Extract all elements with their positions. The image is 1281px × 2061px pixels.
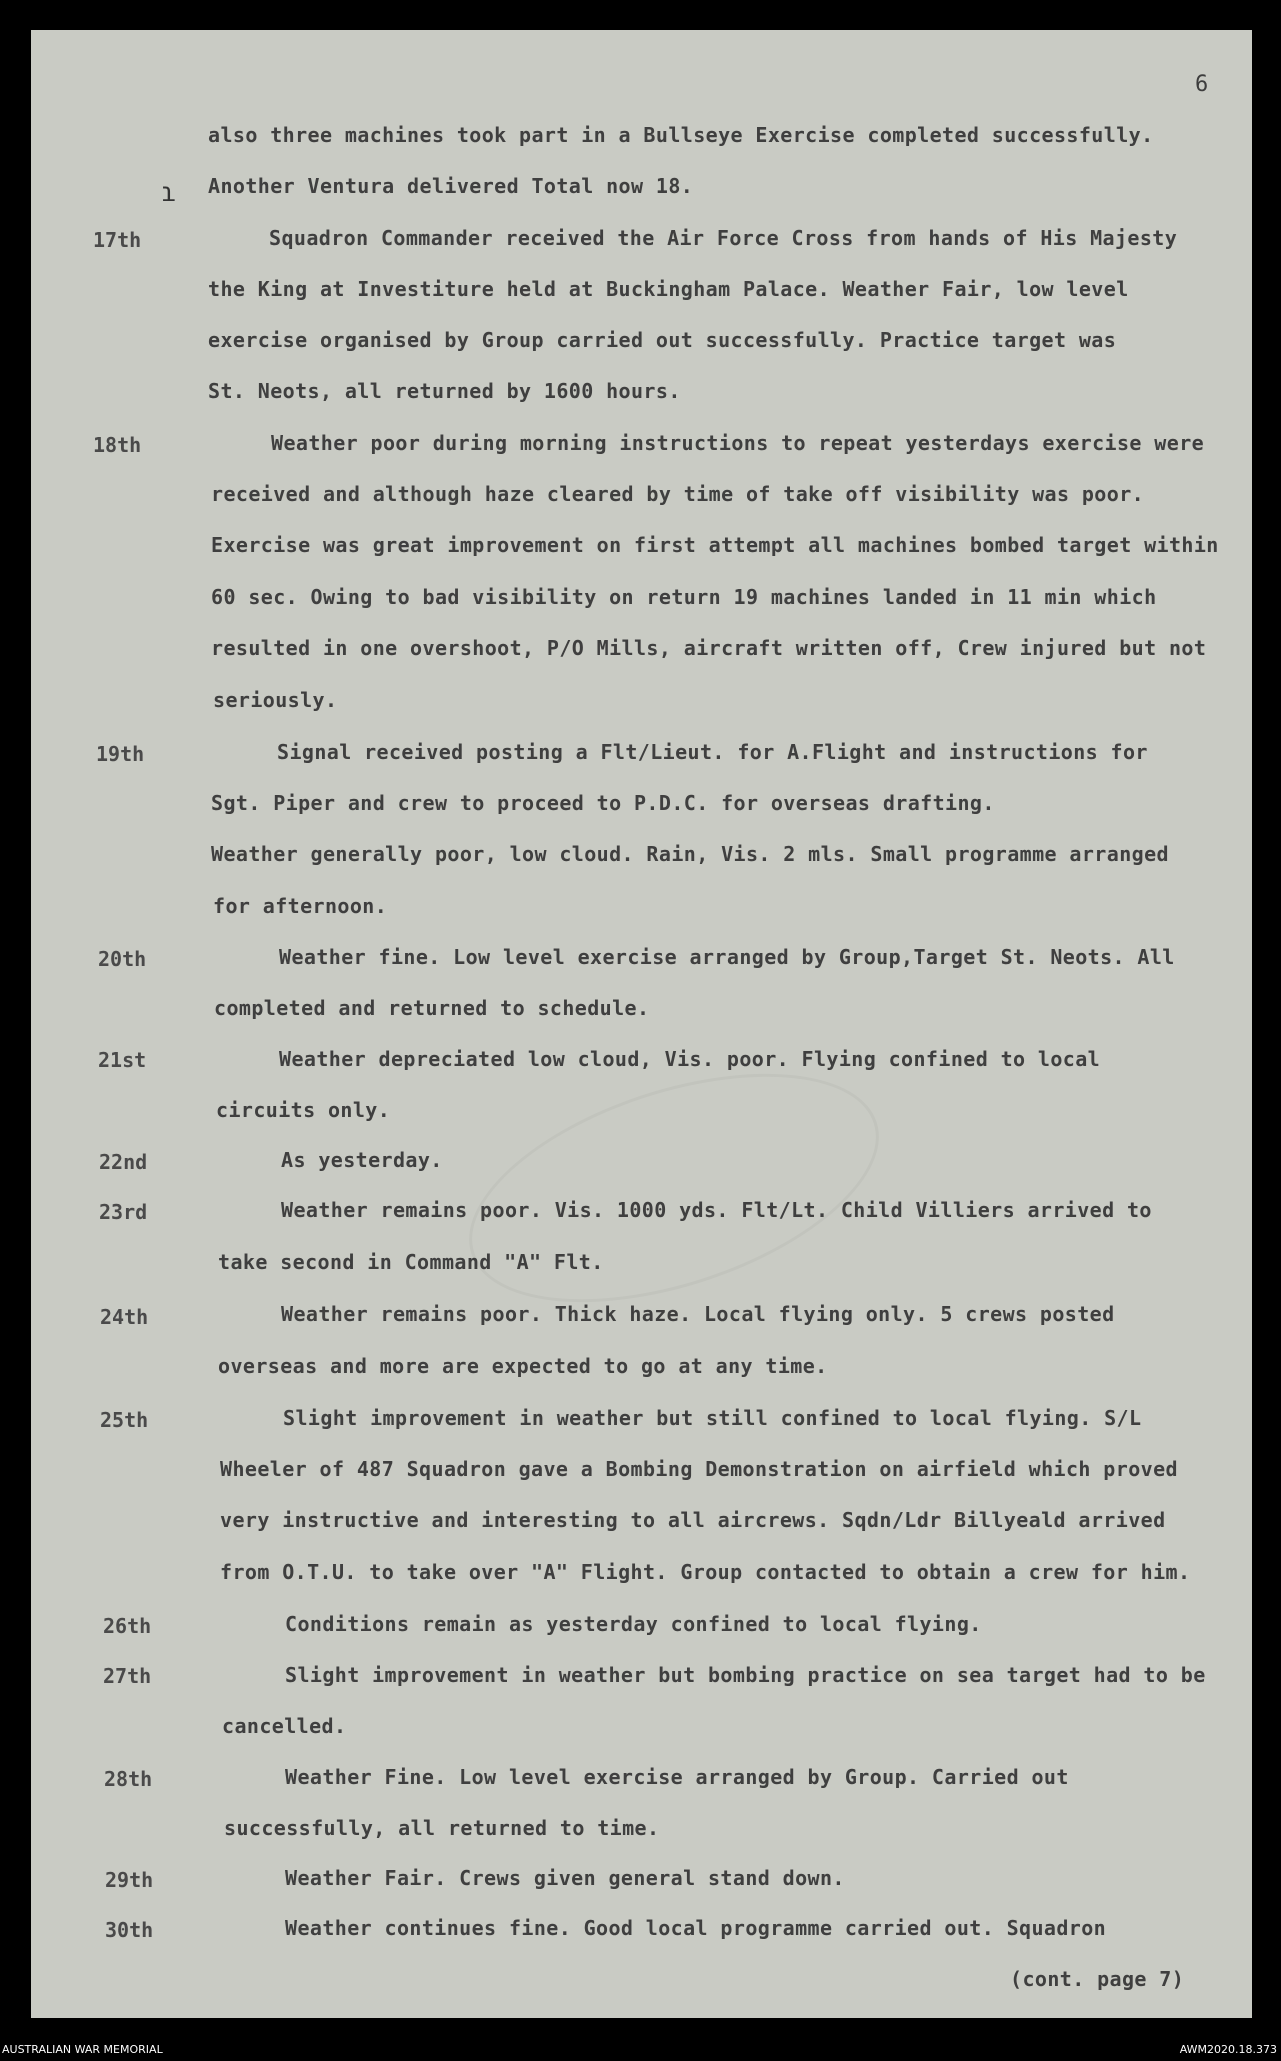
entry-date: 21st [98, 1048, 147, 1072]
archive-reference: AWM2020.18.373 [1179, 2043, 1277, 2056]
entry-date: 22nd [99, 1150, 148, 1174]
text-line: As yesterday. [281, 1148, 443, 1172]
entry-date: 23rd [99, 1200, 148, 1224]
entry-date: 20th [98, 947, 147, 971]
text-line: St. Neots, all returned by 1600 hours. [208, 379, 681, 403]
text-line: Weather fine. Low level exercise arranged by Group,Target St. Neots. All [279, 945, 1175, 969]
text-line: Weather remains poor. Thick haze. Local flying only. 5 crews posted [281, 1302, 1115, 1326]
faded-stamp-watermark [441, 1029, 907, 1347]
entry-date: 18th [93, 433, 142, 457]
entry-date: 19th [96, 742, 145, 766]
text-line: Sgt. Piper and crew to proceed to P.D.C. for overseas drafting. [211, 791, 995, 815]
entry-date: 29th [105, 1868, 154, 1892]
text-line: completed and returned to schedule. [214, 996, 650, 1020]
text-line: Wheeler of 487 Squadron gave a Bombing Demonstration on airfield which proved [220, 1457, 1178, 1481]
text-line: the King at Investiture held at Buckingham Palace. Weather Fair, low level [208, 277, 1129, 301]
text-line: very instructive and interesting to all aircrews. Sqdn/Ldr Billyeald arrived [220, 1508, 1166, 1532]
text-line: received and although haze cleared by time of take off visibility was poor. [211, 482, 1145, 506]
text-line: for afternoon. [213, 894, 388, 918]
entry-date: 17th [93, 228, 142, 252]
text-line: exercise organised by Group carried out successfully. Practice target was [208, 328, 1117, 352]
text-line: Weather depreciated low cloud, Vis. poor. Flying confined to local [279, 1047, 1101, 1071]
text-line: Weather Fair. Crews given general stand down. [285, 1866, 845, 1890]
page-number: 6 [1195, 72, 1209, 97]
text-line: Another Ventura delivered Total now 18. [208, 174, 694, 198]
entry-date: 25th [100, 1408, 149, 1432]
handwritten-tick-mark-icon: ɿ [161, 178, 177, 208]
document-page [31, 30, 1252, 2018]
entry-date: 26th [103, 1614, 152, 1638]
text-line: Weather poor during morning instructions to repeat yesterdays exercise were [271, 431, 1205, 455]
text-line: seriously. [213, 688, 338, 712]
text-line: Conditions remain as yesterday confined to local flying. [285, 1612, 982, 1636]
archive-credit: AUSTRALIAN WAR MEMORIAL [2, 2043, 163, 2056]
text-line: Exercise was great improvement on first attempt all machines bombed target within [211, 533, 1219, 557]
text-line: from O.T.U. to take over "A" Flight. Group contacted to obtain a crew for him. [220, 1560, 1191, 1584]
text-line: Slight improvement in weather but bombing practice on sea target had to be [285, 1663, 1206, 1687]
entry-date: 27th [103, 1664, 152, 1688]
text-line: Slight improvement in weather but still confined to local flying. S/L [283, 1406, 1142, 1430]
continuation-note: (cont. page 7) [1010, 1967, 1185, 1991]
text-line: Signal received posting a Flt/Lieut. for A.Flight and instructions for [277, 740, 1148, 764]
entry-date: 24th [100, 1305, 149, 1329]
entry-date: 28th [104, 1767, 153, 1791]
text-line: Weather continues fine. Good local programme carried out. Squadron [285, 1916, 1107, 1940]
text-line: Weather generally poor, low cloud. Rain, Vis. 2 mls. Small programme arranged [211, 842, 1169, 866]
text-line: 60 sec. Owing to bad visibility on return 19 machines landed in 11 min which [211, 585, 1157, 609]
text-line: overseas and more are expected to go at any time. [218, 1354, 828, 1378]
text-line: Squadron Commander received the Air Force Cross from hands of His Majesty [269, 226, 1178, 250]
text-line: Weather remains poor. Vis. 1000 yds. Flt/Lt. Child Villiers arrived to [281, 1198, 1152, 1222]
text-line: circuits only. [216, 1098, 391, 1122]
text-line: cancelled. [222, 1714, 347, 1738]
text-line: also three machines took part in a Bullseye Exercise completed successfully. [208, 123, 1154, 147]
text-line: Weather Fine. Low level exercise arranged by Group. Carried out [285, 1765, 1069, 1789]
text-line: take second in Command "A" Flt. [218, 1250, 604, 1274]
entry-date: 30th [105, 1918, 154, 1942]
text-line: successfully, all returned to time. [224, 1816, 660, 1840]
text-line: resulted in one overshoot, P/O Mills, aircraft written off, Crew injured but not [211, 636, 1207, 660]
